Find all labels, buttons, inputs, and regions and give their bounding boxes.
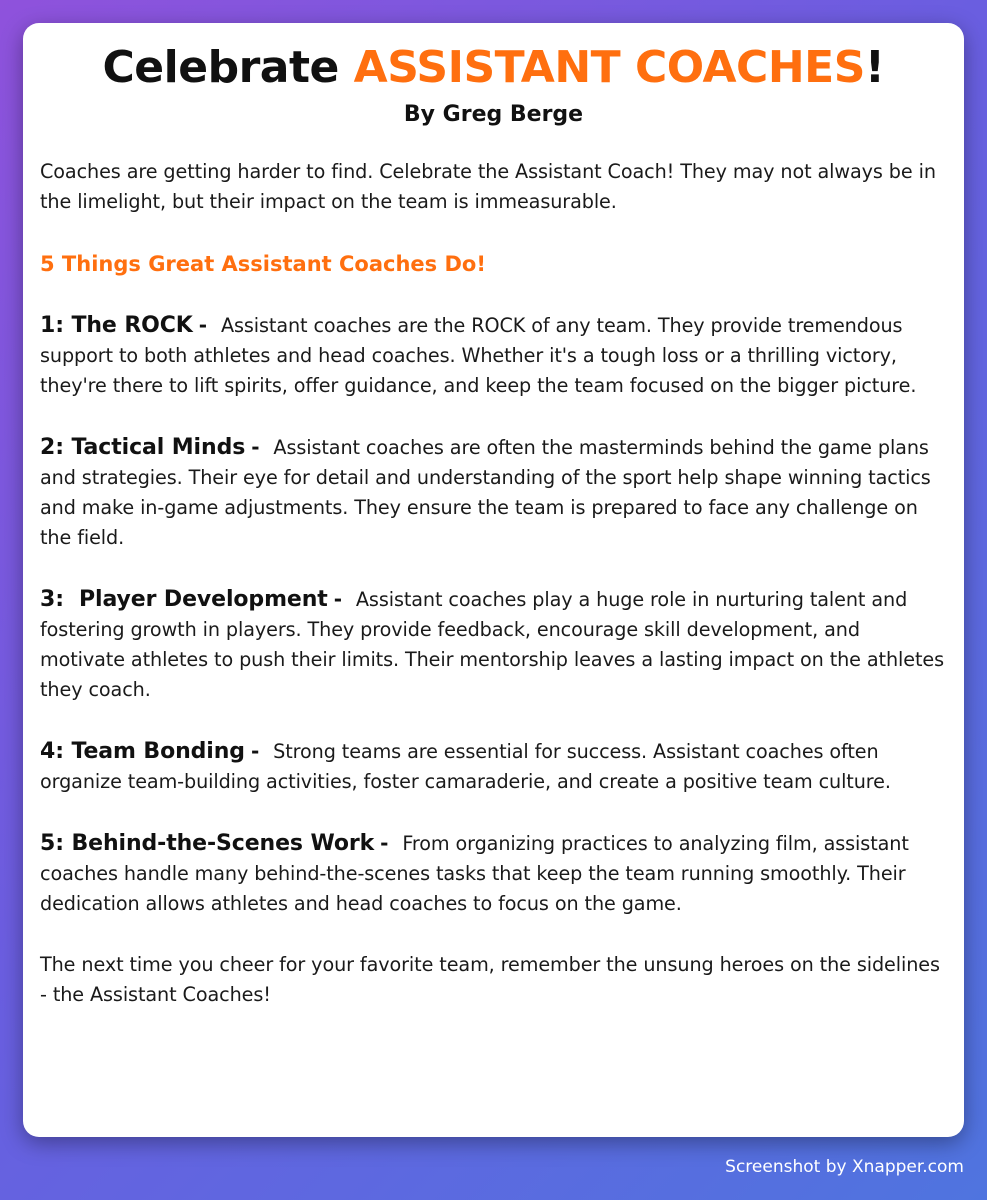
closing-paragraph: The next time you cheer for your favorite team, remember the unsung heroes on the sidelines - the Assistant Coaches!: [40, 953, 940, 1006]
item-label: 3: Player Development: [40, 587, 328, 612]
list-item-behind-the-scenes: [40, 828, 947, 919]
list-item-team-bonding: [40, 736, 947, 797]
item-text: Strong teams are essential for success. Assistant coaches often organize team-building activities, foster camaraderie, and create a positive team culture.: [40, 740, 891, 793]
item-dash: -: [380, 831, 389, 855]
title-highlight: ASSISTANT COACHES: [353, 42, 865, 93]
item-dash: -: [251, 435, 260, 459]
item-text: Assistant coaches are the ROCK of any team. They provide tremendous support to both athletes and head coaches. Whether it's a tough loss or a thrilling victory, they're there to lift spirits, offer guidance, and keep the team focused on the bigger picture.: [40, 314, 917, 397]
list-heading: 5 Things Great Assistant Coaches Do!: [40, 252, 486, 276]
intro-paragraph: Coaches are getting harder to find. Celebrate the Assistant Coach! They may not always be in the limelight, but their impact on the team is immeasurable.: [40, 160, 936, 213]
article-title: [40, 43, 947, 93]
article-card: [23, 23, 964, 1137]
watermark: Screenshot by Xnapper.com: [725, 1157, 964, 1177]
title-prefix: Celebrate: [102, 42, 354, 93]
item-label: 1: The ROCK: [40, 313, 193, 338]
item-text: From organizing practices to analyzing film, assistant coaches handle many behind-the-scenes tasks that keep the team running smoothly. Their dedication allows athletes and head coaches to focus on the game.: [40, 832, 909, 915]
item-dash: -: [250, 739, 260, 763]
byline: By Greg Berge: [403, 102, 584, 127]
title-suffix: !: [864, 42, 885, 93]
list-item-player-development: [40, 584, 947, 705]
item-label: 4: Team Bonding: [40, 739, 245, 764]
list-item-tactical-minds: [40, 432, 947, 553]
item-dash: -: [198, 313, 207, 337]
item-label: 2: Tactical Minds: [40, 435, 246, 460]
item-text: Assistant coaches play a huge role in nurturing talent and fostering growth in players. They provide feedback, encourage skill development, and motivate athletes to push their limits. Their mentorship leaves a lasting impact on the athletes they coach.: [40, 588, 944, 701]
item-dash: -: [333, 587, 342, 611]
item-text: Assistant coaches are often the masterminds behind the game plans and strategies. Their eye for detail and understanding of the sport help shape winning tactics and make in-game adjustments. They ensure the team is prepared to face any challenge on the field.: [40, 436, 931, 549]
list-item-rock: [40, 310, 947, 401]
item-label: 5: Behind-the-Scenes Work: [40, 831, 375, 856]
